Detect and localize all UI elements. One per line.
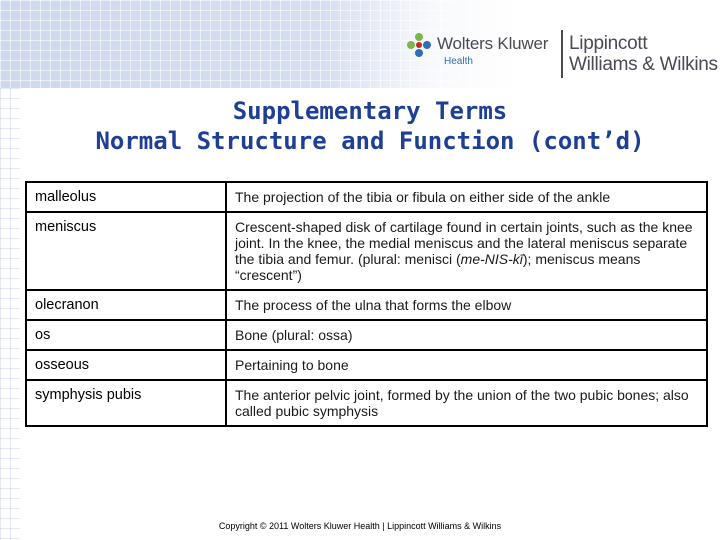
table-row xyxy=(26,350,707,380)
definition-cell: Bone (plural: ossa) xyxy=(226,320,707,350)
term-cell: os xyxy=(26,320,226,350)
definition-cell: Pertaining to bone xyxy=(226,350,707,380)
slide-title-line1: Supplementary Terms xyxy=(232,97,508,125)
definition-text: Crescent-shaped disk of cartilage found in certain joints, such as the knee joint. In the knee, the medial meniscus and the lateral meniscus separate the tibia and femur. (plural: menisci ( xyxy=(235,219,693,267)
definition-cell xyxy=(226,212,707,290)
terms-table xyxy=(25,181,708,427)
company-name: Wolters Kluwer xyxy=(437,34,549,53)
imprint-name-line2: Williams & Wilkins xyxy=(569,54,718,75)
term-cell: meniscus xyxy=(26,212,226,290)
term-cell: osseous xyxy=(26,350,226,380)
slide-title xyxy=(0,96,720,156)
slide-title-line2: Normal Structure and Function (cont’d) xyxy=(95,127,645,155)
pronunciation-text: me-NIS-kī xyxy=(460,251,523,267)
wolters-kluwer-logo-icon xyxy=(406,32,432,58)
table-row xyxy=(26,380,707,426)
table-row xyxy=(26,320,707,350)
division-name: Health xyxy=(444,56,473,67)
imprint-name-line1: Lippincott xyxy=(569,33,648,54)
term-cell: malleolus xyxy=(26,182,226,212)
definition-text: ); meniscus means “crescent”) xyxy=(235,251,641,283)
logo-divider xyxy=(561,30,563,78)
table-row xyxy=(26,290,707,320)
copyright-footer: Copyright © 2011 Wolters Kluwer Health | Lippincott Williams & Wilkins xyxy=(218,521,502,531)
table-row xyxy=(26,212,707,290)
table-row xyxy=(26,182,707,212)
term-cell: olecranon xyxy=(26,290,226,320)
publisher-logo xyxy=(406,30,716,80)
definition-cell: The anterior pelvic joint, formed by the union of the two pubic bones; also called pubic symphysis xyxy=(226,380,707,426)
definition-cell: The process of the ulna that forms the elbow xyxy=(226,290,707,320)
definition-cell: The projection of the tibia or fibula on either side of the ankle xyxy=(226,182,707,212)
term-cell: symphysis pubis xyxy=(26,380,226,426)
